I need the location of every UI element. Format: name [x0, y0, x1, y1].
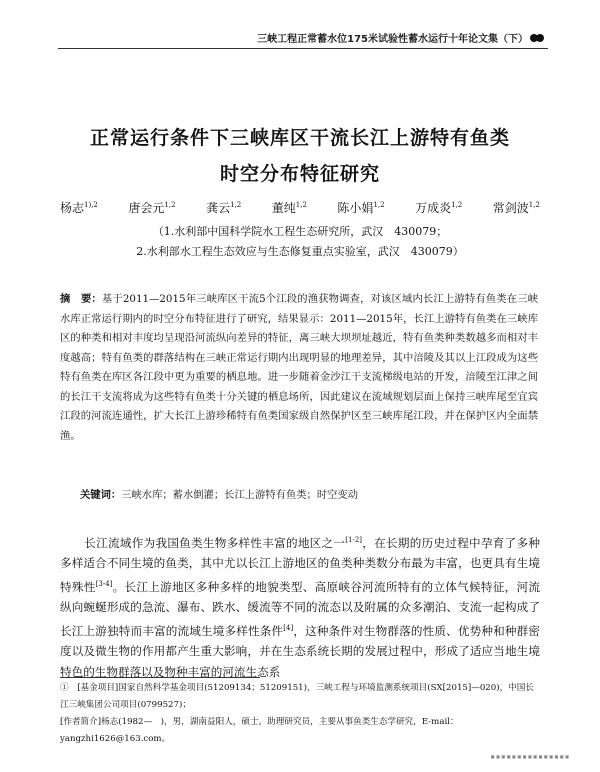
abstract [60, 290, 538, 446]
footnote-author-bio: [作者简介]杨志(1982— )，男，湖南益阳人，硕士，助理研究员，主要从事鱼类生态学研究，E-mail：yangzhi1626@163.com。 [60, 717, 459, 744]
author: 万成炎$^{1,2}$ [415, 201, 463, 215]
author: 陈小娟$^{1,2}$ [337, 201, 385, 215]
affiliation-2: 2.水利部水工程生态效应与生态修复重点实验室，武汉 430079） [136, 245, 464, 258]
body-paragraph: 长江流域作为我国鱼类生物多样性丰富的地区之一[1-2]，在长期的历史过程中孕育了多种多样适合不同生境的鱼类，其中尤以长江上游地区的鱼类种类数分布最为丰富，也更具有生境特殊性[3-4]。长江上游地区多种多样的地貌类型、高原峡谷河流所特有的立体气候特征，河流纵向蜿蜒形成的急流、瀑布、跌水、缓流等不同的流态以及附属的众多潮泊、支流一起构成了长江上游独特而丰富的流域生境多样性条件[4]，这种条件对生物群落的性质、优势种和种群密度以及微生物的作用都产生重大影响，并在生态系统长期的发展过程中，形成了适应当地生境特色的生物群落以及物种丰富的河流生态系 [60, 535, 540, 679]
footnote-rule [60, 677, 260, 678]
author: 龚云$^{1,2}$ [206, 201, 242, 215]
author: 常剑波$^{1,2}$ [492, 201, 540, 215]
title-line-1: 正常运行条件下三峡库区干流长江上游特有鱼类 [89, 127, 510, 149]
keywords [80, 486, 540, 501]
keywords-label: 关键词： [80, 489, 122, 501]
citation: [3-4] [95, 579, 113, 588]
footnote-funding: ① [基金项目]国家自然科学基金项目(51209134；51209151)，三峡工程与环境监测系统项目(SX[2015]—020)，中国长江三峡集团公司项目(0799527)； [60, 683, 534, 710]
running-head-dots-icon [532, 34, 544, 42]
affiliation-1: （1.水利部中国科学院水工程生态研究所，武汉 430079； [152, 225, 448, 238]
paper-title [0, 120, 600, 192]
title-line-2: 时空分布特征研究 [219, 163, 380, 185]
running-head [257, 30, 544, 45]
author: 杨志$^{1),2}$ [60, 201, 98, 215]
author: 唐会元$^{1,2}$ [128, 201, 176, 215]
author-list [60, 199, 540, 216]
page-code: ▪▪▪▪▪▪▪▪▪▪▪▪▪▪▪ [490, 752, 570, 761]
abstract-label: 摘 要： [60, 293, 102, 305]
keywords-text: 三峡水库；蓄水倒灌；长江上游特有鱼类；时空变动 [121, 489, 359, 501]
running-head-text: 三峡工程正常蓄水位175米试验性蓄水运行十年论文集（下） [257, 34, 528, 45]
footnotes [60, 680, 542, 748]
abstract-text: 基于2011—2015年三峡库区干流5个江段的渔获物调查，对该区域内长江上游特有鱼类在三峡水库正常运行期内的时空分布特征进行了研究，结果显示：2011—2015年，长江上游特有鱼类在三峡库区的种类和相对丰度均呈现沿河流纵向差异的特征，离三峡大坝坝址越近，特有鱼类种类数越多而相对丰度越高；特有鱼类的群落结构在三峡正常运行期内出现明显的地理差异，其中涪陵及其以上江段成为这些特有鱼类在库区各江段中更为重要的栖息地。进一步随着金沙江干支流梯级电站的开发，涪陵至江津之间的长江干支流将成为这些特有鱼类十分关键的栖息场所，因此建议在流域规划层面上保持三峡库尾至宜宾江段的河流连通性，扩大长江上游珍稀特有鱼类国家级自然保护区至三峡库尾江段，并在保护区内全面禁渔。 [60, 293, 538, 442]
citation: [1-2] [345, 536, 363, 544]
author: 董纯$^{1,2}$ [271, 201, 307, 215]
citation: [4] [283, 623, 294, 632]
header-rule [58, 48, 548, 49]
